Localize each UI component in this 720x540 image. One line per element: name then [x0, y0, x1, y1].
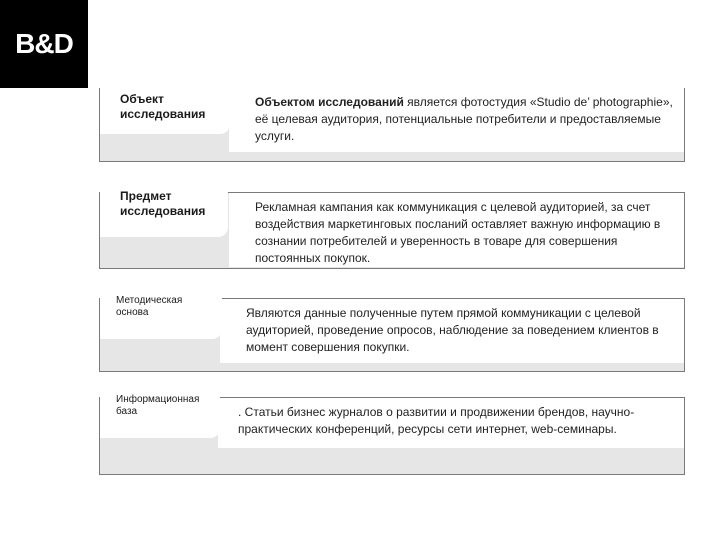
- row-1-label: Объект исследования: [100, 88, 230, 134]
- row-2-label: Предмет исследования: [100, 185, 228, 237]
- row-2-content-text: Рекламная кампания как коммуникация с целевой аудиторией, за счет воздействия маркетинговых посланий оставляет важную информацию в сознании потребителей и уверенность в товаре для совершения постоянных покупок.: [255, 200, 661, 265]
- row-4-content-text: . Статьи бизнес журналов о развитии и продвижении брендов, научно-практических конференций, ресурсы сети интернет, web-семинары.: [238, 405, 635, 436]
- row-1-content: [229, 88, 684, 152]
- row-4-content: [218, 398, 684, 448]
- row-3-content-text: Являются данные полученные путем прямой коммуникации с целевой аудиторией, проведение опросов, наблюдение за поведением клиентов в момент совершения покупки.: [246, 306, 659, 354]
- row-4-label: Информационная база: [100, 390, 220, 438]
- brand-logo: B&D: [0, 0, 88, 88]
- row-2-content: [229, 193, 684, 267]
- row-3-label: Методическая основа: [100, 291, 222, 339]
- row-3-content: [220, 299, 684, 363]
- row-1-content-bold: Объектом исследований: [255, 95, 404, 109]
- row-1-content-text: является фотостудия «Studio de’ photographie», её целевая аудитория, потенциальные потребители и предоставляемые услуги.: [255, 95, 673, 143]
